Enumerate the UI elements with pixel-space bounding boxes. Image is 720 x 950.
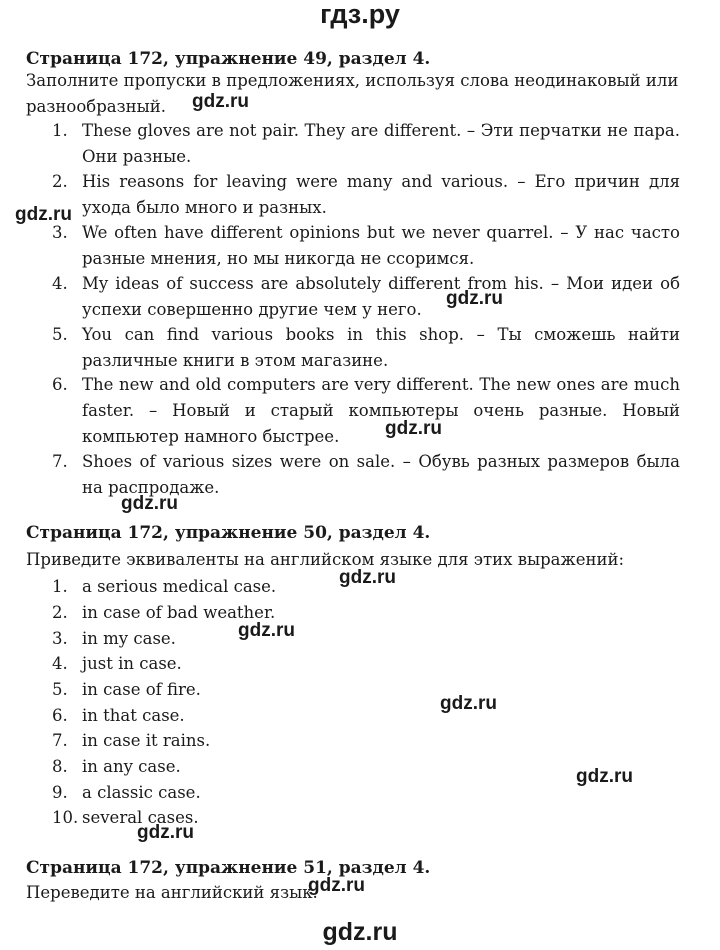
item-text: His reasons for leaving were many and various. – Его причин для ухода было много и разных. bbox=[82, 172, 680, 217]
watermark: gdz.ru bbox=[137, 822, 194, 843]
list-item bbox=[52, 651, 680, 677]
list-item bbox=[52, 703, 680, 729]
watermark: gdz.ru bbox=[192, 91, 249, 112]
exercise-51-instruction: Переведите на английский язык. bbox=[26, 883, 318, 902]
item-number: 6. bbox=[52, 706, 68, 725]
list-item bbox=[52, 372, 680, 450]
list-item bbox=[52, 728, 680, 754]
watermark: gdz.ru bbox=[15, 204, 72, 225]
exercise-51-heading: Страница 172, упражнение 51, раздел 4. bbox=[26, 858, 431, 878]
item-number: 10. bbox=[52, 808, 79, 827]
site-title: гдз.ру bbox=[320, 0, 400, 29]
item-text: just in case. bbox=[82, 654, 182, 673]
item-number: 6. bbox=[52, 375, 68, 394]
item-text: in case of fire. bbox=[82, 680, 201, 699]
item-number: 4. bbox=[52, 274, 68, 293]
exercise-50-heading: Страница 172, упражнение 50, раздел 4. bbox=[26, 523, 431, 543]
list-item bbox=[52, 677, 680, 703]
item-text: a serious medical case. bbox=[82, 577, 277, 596]
list-item bbox=[52, 271, 680, 323]
item-number: 1. bbox=[52, 577, 68, 596]
exercise-49-heading: Страница 172, упражнение 49, раздел 4. bbox=[26, 49, 431, 69]
item-text: in any case. bbox=[82, 757, 181, 776]
item-text: in that case. bbox=[82, 706, 185, 725]
item-text: Shoes of various sizes were on sale. – Обувь разных размеров была на распродаже. bbox=[82, 452, 680, 497]
list-item bbox=[52, 626, 680, 652]
exercise-50-instruction: Приведите эквиваленты на английском языке для этих выражений: bbox=[26, 550, 625, 569]
item-number: 8. bbox=[52, 757, 68, 776]
item-number: 5. bbox=[52, 680, 68, 699]
list-item bbox=[52, 322, 680, 374]
item-number: 3. bbox=[52, 629, 68, 648]
list-item bbox=[52, 169, 680, 221]
watermark: gdz.ru bbox=[446, 288, 503, 309]
watermark: gdz.ru bbox=[121, 493, 178, 514]
exercise-49-instruction: Заполните пропуски в предложениях, используя слова неодинаковый или разнообразный. bbox=[26, 71, 679, 116]
item-text: a classic case. bbox=[82, 783, 201, 802]
item-number: 5. bbox=[52, 325, 68, 344]
item-text: in my case. bbox=[82, 629, 176, 648]
footer-watermark: gdz.ru bbox=[322, 918, 398, 946]
watermark: gdz.ru bbox=[440, 693, 497, 714]
item-text: in case it rains. bbox=[82, 731, 211, 750]
item-number: 3. bbox=[52, 223, 68, 242]
item-text: My ideas of success are absolutely different from his. – Мои идеи об успехи совершенно другие чем у него. bbox=[82, 274, 680, 319]
watermark: gdz.ru bbox=[385, 418, 442, 439]
item-text: several cases. bbox=[82, 808, 199, 827]
item-text: You can find various books in this shop. – Ты сможешь найти различные книги в этом магазине. bbox=[82, 325, 680, 370]
list-item bbox=[52, 220, 680, 272]
item-number: 2. bbox=[52, 603, 68, 622]
item-number: 7. bbox=[52, 731, 68, 750]
list-item bbox=[52, 118, 680, 170]
watermark: gdz.ru bbox=[308, 875, 365, 896]
item-text: The new and old computers are very different. The new ones are much faster. – Новый и старый компьютеры очень разные. Новый компьютер намного быстрее. bbox=[82, 375, 680, 446]
item-number: 7. bbox=[52, 452, 68, 471]
item-text: in case of bad weather. bbox=[82, 603, 276, 622]
watermark: gdz.ru bbox=[339, 567, 396, 588]
item-number: 4. bbox=[52, 654, 68, 673]
item-number: 2. bbox=[52, 172, 68, 191]
watermark: gdz.ru bbox=[238, 620, 295, 641]
item-number: 9. bbox=[52, 783, 68, 802]
item-text: We often have different opinions but we never quarrel. – У нас часто разные мнения, но мы никогда не ссоримся. bbox=[82, 223, 680, 268]
list-item bbox=[52, 600, 680, 626]
watermark: gdz.ru bbox=[576, 766, 633, 787]
item-number: 1. bbox=[52, 121, 68, 140]
item-text: These gloves are not pair. They are different. – Эти перчатки не пара. Они разные. bbox=[82, 121, 680, 166]
